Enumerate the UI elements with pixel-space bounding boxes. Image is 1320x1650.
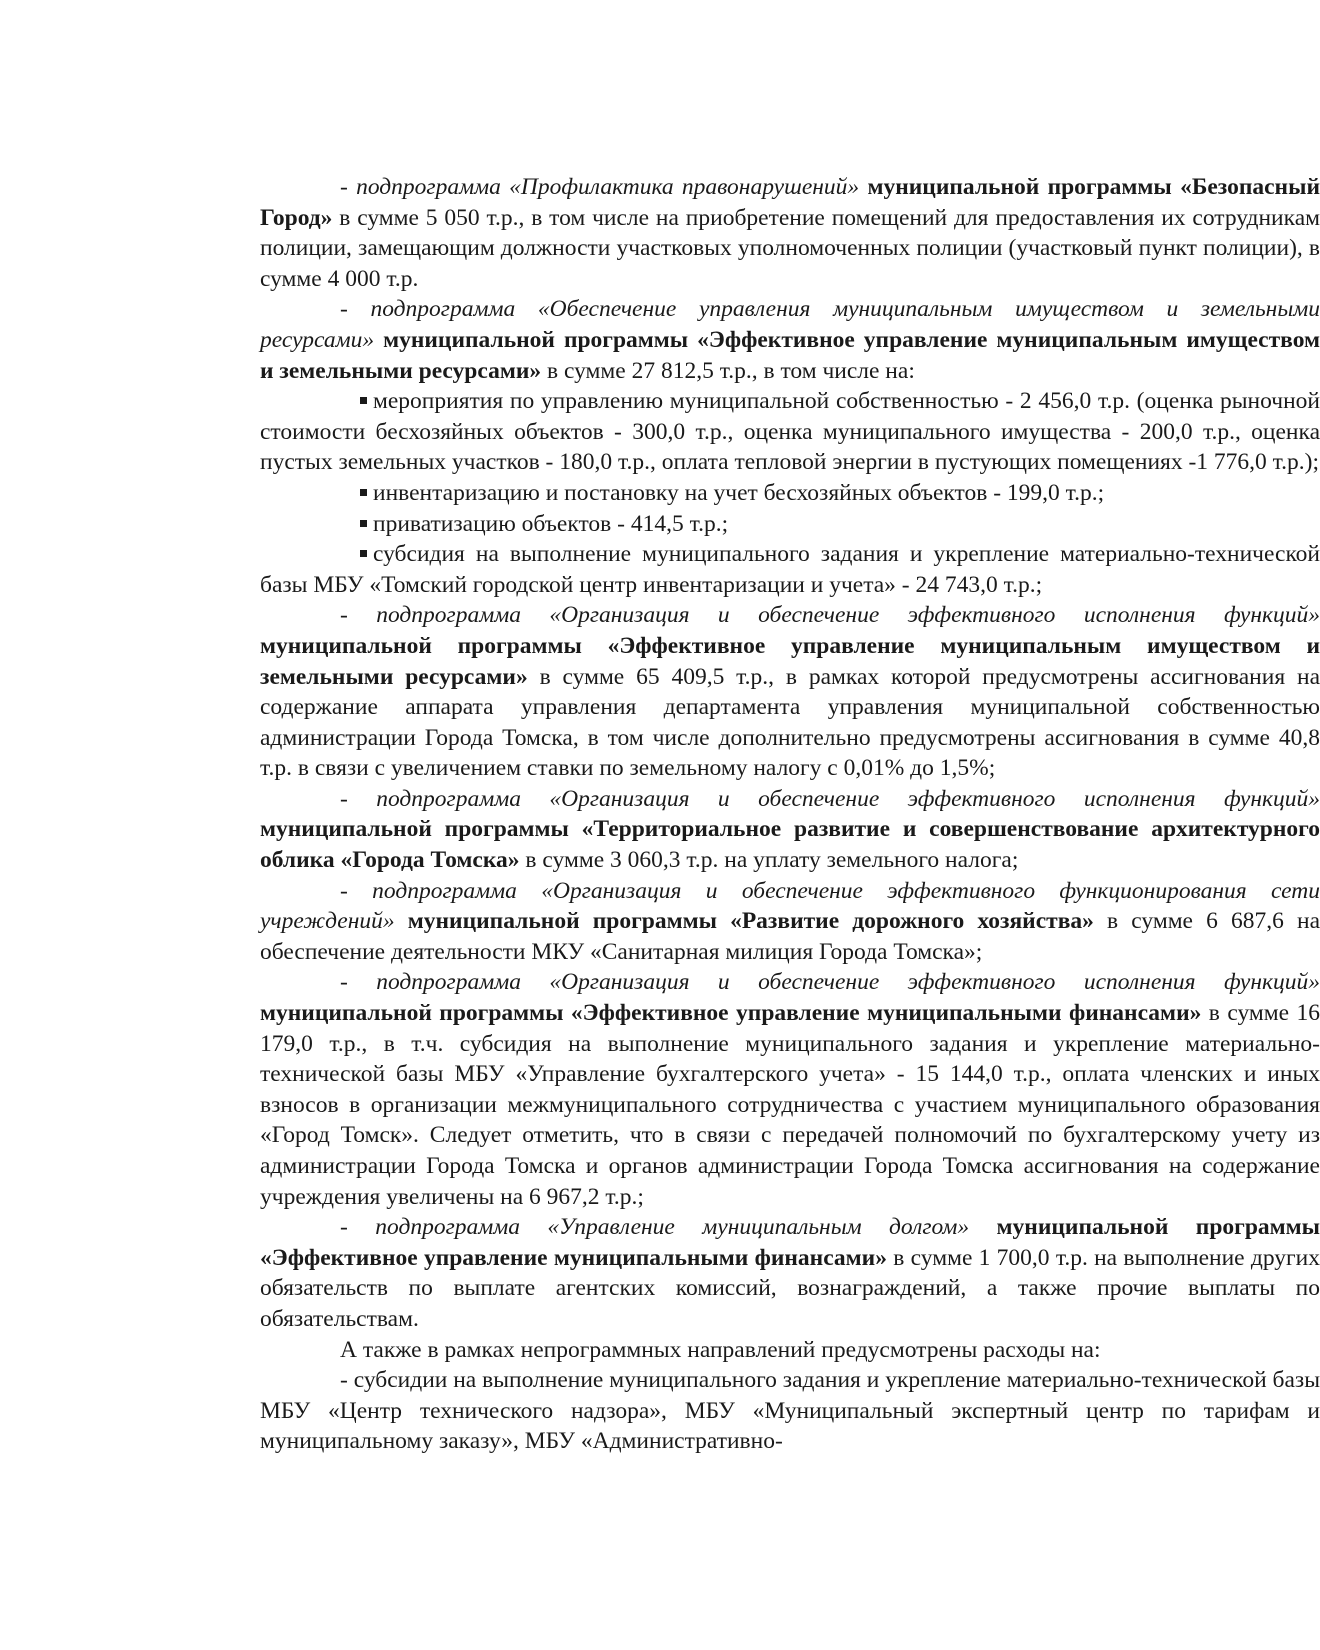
bullet-text: приватизацию объектов - 414,5 т.р.; [373,510,729,537]
paragraph-5: - подпрограмма «Организация и обеспечение эффективного функционирования сети учреждений» муниципальной программы «Развитие дорожного хозяйства» в сумме 6 687,6 на обеспечение деятельности МКУ «Санитарная милиция Города Томска»; [260,877,1320,965]
paragraph-1: - подпрограмма «Профилактика правонарушений» муниципальной программы «Безопасный Город» в сумме 5 050 т.р., в том числе на приобретение помещений для предоставления их сотрудникам полиции, замещающим должности участковых уполномоченных полиции (участковый пункт полиции), в сумме 4 000 т.р. [260,174,1320,292]
program-name: муниципальной программы «Безопасный Город» [260,174,1320,231]
bullet-text: мероприятия по управлению муниципальной собственностью - 2 456,0 т.р. (оценка рыночной стоимости бесхозяйных объектов - 300,0 т.р., оценка муниципального имущества - 200,0 т.р., оценка пустых земельных участков - 180,0 т.р., оплата тепловой энергии в пустующих помещениях -1 776,0 т.р.); [260,388,1320,476]
bullet-square-icon [360,489,367,496]
paragraph-text: - субсидии на выполнение муниципального задания и укрепление материально-технической базы МБУ «Центр технического надзора», МБУ «Муниципальный экспертный центр по тарифам и муниципальному заказу», МБУ «Административно- [260,1367,1320,1455]
paragraph-2: - подпрограмма «Обеспечение управления муниципальным имуществом и земельными ресурсами» муниципальной программы «Эффективное управление муниципальным имуществом и земельными ресурсами» в сумме 27 812,5 т.р., в том числе на: [260,296,1320,384]
paragraph-text: в сумме 65 409,5 т.р., в рамках которой предусмотрены ассигнования на содержание аппарата управления департамента управления муниципальной собственностью администрации Города Томска, в том числе дополнительно предусмотрены ассигнования в сумме 40,8 т.р. в связи с увеличением ставки по земельному налогу с 0,01% до 1,5%; [260,663,1320,782]
paragraph-text: в сумме 27 812,5 т.р., в том числе на: [547,357,915,384]
subprogram-name: подпрограмма «Организация и обеспечение эффективного исполнения функций» [376,785,1320,812]
paragraph-text: в сумме 1 700,0 т.р. на выполнение других обязательств по выплате агентских комиссий, вознаграждений, а также прочие выплаты по обязательствам. [260,1244,1320,1332]
paragraph-text: в сумме 3 060,3 т.р. на уплату земельного налога; [525,847,1019,874]
paragraph-3: - подпрограмма «Организация и обеспечение эффективного исполнения функций» муниципальной программы «Эффективное управление муниципальным имуществом и земельными ресурсами» в сумме 65 409,5 т.р., в рамках которой предусмотрены ассигнования на содержание аппарата управления департамента управления муниципальной собственностью администрации Города Томска, в том числе дополнительно предусмотрены ассигнования в сумме 40,8 т.р. в связи с увеличением ставки по земельному налогу с 0,01% до 1,5%; [260,602,1320,782]
paragraph-text: в сумме 16 179,0 т.р., в т.ч. субсидия на выполнение муниципального задания и укрепление материально-технической базы МБУ «Управление бухгалтерского учета» - 15 144,0 т.р., оплата членских и иных взносов в организации межмуниципального сотрудничества с участием муниципального образования «Город Томск». Следует отметить, что в связи с передачей полномочий по бухгалтерскому учету из администрации Города Томска и органов администрации Города Томска ассигнования на содержание учреждения увеличены на 6 967,2 т.р.; [260,1000,1320,1210]
paragraph-6: - подпрограмма «Организация и обеспечение эффективного исполнения функций» муниципальной программы «Эффективное управление муниципальными финансами» в сумме 16 179,0 т.р., в т.ч. субсидия на выполнение муниципального задания и укрепление материально-технической базы МБУ «Управление бухгалтерского учета» - 15 144,0 т.р., оплата членских и иных взносов в организации межмуниципального сотрудничества с участием муниципального образования «Город Томск». Следует отметить, что в связи с передачей полномочий по бухгалтерскому учету из администрации Города Томска и органов администрации Города Томска ассигнования на содержание учреждения увеличены на 6 967,2 т.р.; [260,969,1320,1210]
bullet-square-icon [360,550,367,557]
subprogram-name: подпрограмма «Организация и обеспечение эффективного исполнения функций» [376,969,1320,996]
bullet-text: субсидия на выполнение муниципального задания и укрепление материально-технической базы МБУ «Томский городской центр инвентаризации и учета» - 24 743,0 т.р.; [260,541,1320,598]
program-name: муниципальной программы «Эффективное управление муниципальными финансами» [260,1000,1202,1027]
bullet-text: инвентаризацию и постановку на учет бесхозяйных объектов - 199,0 т.р.; [373,479,1105,506]
bullet-item-2 [260,478,1320,509]
paragraph-8 [260,1335,1320,1366]
bullet-item-4 [260,539,1320,600]
paragraph-9 [260,1365,1320,1457]
paragraph-4: - подпрограмма «Организация и обеспечение эффективного исполнения функций» муниципальной программы «Территориальное развитие и совершенствование архитектурного облика «Города Томска» в сумме 3 060,3 т.р. на уплату земельного налога; [260,785,1320,874]
subprogram-name: подпрограмма «Профилактика правонарушений» [356,174,860,200]
bullet-item-1 [260,386,1320,478]
bullet-item-3 [260,509,1320,540]
program-name: муниципальной программы «Эффективное управление муниципальными финансами» [260,1214,1320,1271]
document-body [260,172,1320,1457]
subprogram-name: подпрограмма «Организация и обеспечение эффективного функционирования сети учреждений» [260,877,1320,935]
bullet-square-icon [360,397,367,404]
program-name: муниципальной программы «Развитие дорожного хозяйства» [407,908,1094,935]
bullet-square-icon [360,520,367,527]
subprogram-name: подпрограмма «Обеспечение управления муниципальным имуществом и земельными ресурсами» [260,296,1320,353]
subprogram-name: подпрограмма «Организация и обеспечение эффективного исполнения функций» [376,602,1320,629]
paragraph-text: в сумме 5 050 т.р., в том числе на приобретение помещений для предоставления их сотрудникам полиции, замещающим должности участковых уполномоченных полиции (участковый пункт полиции), в сумме 4 000 т.р. [260,204,1320,292]
paragraph-text: А также в рамках непрограммных направлений предусмотрены расходы на: [340,1336,1101,1363]
paragraph-text: в сумме 6 687,6 на обеспечение деятельности МКУ «Санитарная милиция Города Томска»; [260,908,1320,965]
subprogram-name: подпрограмма «Управление муниципальным долгом» [375,1214,970,1241]
program-name: муниципальной программы «Эффективное управление муниципальным имуществом и земельными ресурсами» [260,326,1320,384]
program-name: муниципальной программы «Территориальное развитие и совершенствование архитектурного облика «Города Томска» [260,816,1320,874]
program-name: муниципальной программы «Эффективное управление муниципальным имуществом и земельными ресурсами» [260,632,1320,690]
paragraph-7: - подпрограмма «Управление муниципальным долгом» муниципальной программы «Эффективное управление муниципальными финансами» в сумме 1 700,0 т.р. на выполнение других обязательств по выплате агентских комиссий, вознаграждений, а также прочие выплаты по обязательствам. [260,1214,1320,1332]
